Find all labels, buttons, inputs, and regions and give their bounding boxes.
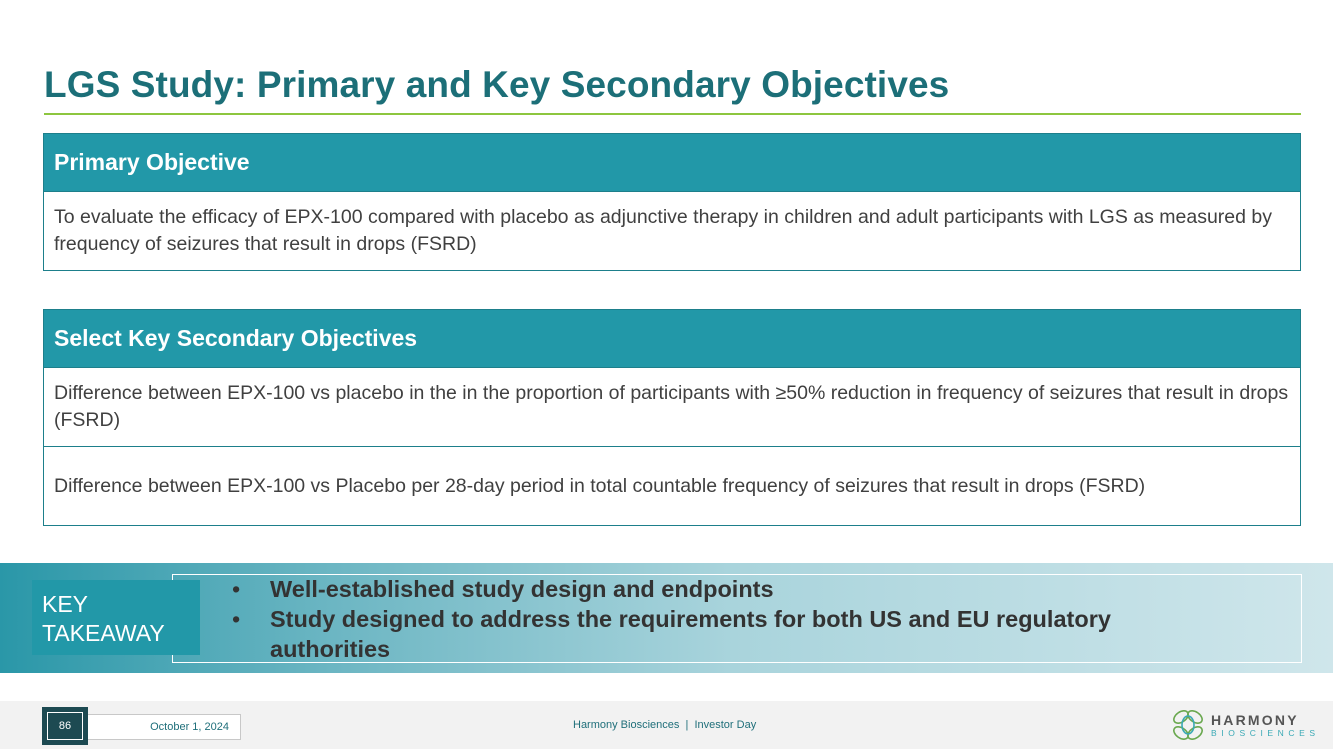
- secondary-objective-row: Difference between EPX-100 vs placebo in the in the proportion of participants with ≥50% reduction in frequency of seizures that result in drops (FSRD): [44, 367, 1300, 446]
- logo-subtitle: BIOSCIENCES: [1211, 727, 1320, 738]
- key-takeaway-bullet: • Study designed to address the requirements for both US and EU regulatory authorities: [230, 604, 1230, 664]
- harmony-knot-logo-icon: [1168, 707, 1208, 743]
- secondary-objective-row: Difference between EPX-100 vs Placebo per 28-day period in total countable frequency of seizures that result in drops (FSRD): [44, 446, 1300, 525]
- secondary-objectives-box: [43, 309, 1301, 526]
- key-takeaway-list: [230, 574, 1230, 664]
- logo-wordmark: HARMONY: [1211, 711, 1299, 728]
- page-number: 86: [47, 712, 83, 740]
- title-divider: [44, 113, 1301, 115]
- key-takeaway-bullet: • Well-established study design and endpoints: [230, 574, 1230, 604]
- page-number-box: [42, 707, 88, 745]
- page-title: LGS Study: Primary and Key Secondary Objectives: [44, 64, 950, 105]
- harmony-logo: [1168, 707, 1320, 743]
- footer-date: October 1, 2024: [88, 714, 241, 740]
- primary-objective-text: To evaluate the efficacy of EPX-100 compared with placebo as adjunctive therapy in children and adult participants with LGS as measured by frequency of seizures that result in drops (FSRD): [44, 191, 1300, 270]
- secondary-objectives-header: Select Key Secondary Objectives: [44, 310, 1300, 367]
- primary-objective-header: Primary Objective: [44, 134, 1300, 191]
- primary-objective-box: [43, 133, 1301, 271]
- key-takeaway-label: KEY TAKEAWAY: [32, 580, 200, 655]
- footer-company-event: Harmony Biosciences | Investor Day: [573, 719, 757, 731]
